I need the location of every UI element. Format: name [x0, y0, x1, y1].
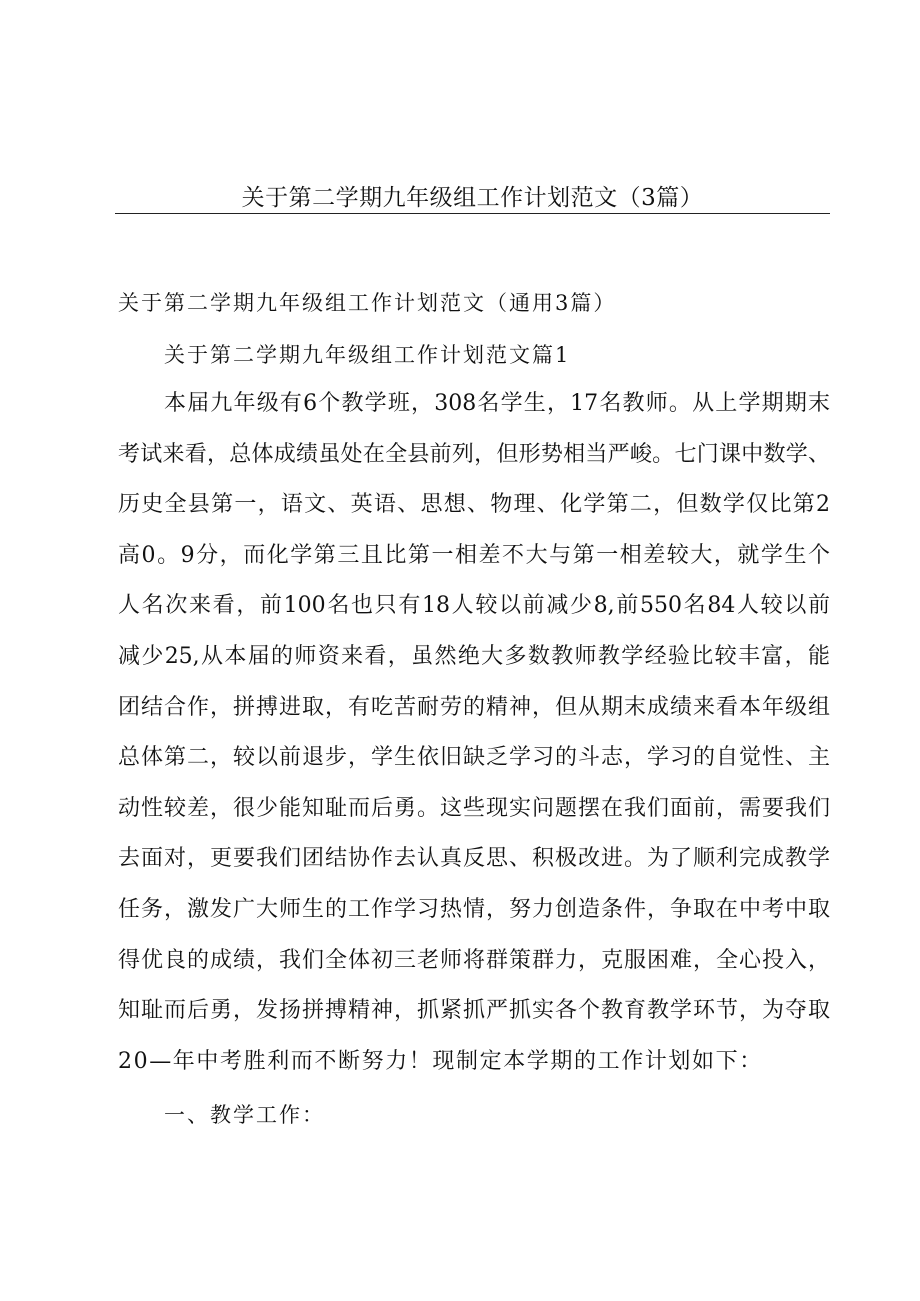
body-line: 去面对，更要我们团结协作去认真反思、积极改进。为了顺利完成教学 — [118, 846, 830, 872]
sub-heading-teaching-work: 一、教学工作： — [164, 1103, 325, 1127]
body-line: 20—年中考胜利而不断努力！现制定本学期的工作计划如下： — [118, 1048, 763, 1074]
body-line: 减少25,从本届的师资来看，虽然绝大多数教师教学经验比较丰富，能 — [118, 643, 830, 669]
body-line: 知耻而后勇，发扬拼搏精神，抓紧抓严抓实各个教育教学环节，为夺取 — [118, 998, 830, 1024]
body-line: 历史全县第一，语文、英语、思想、物理、化学第二，但数学仅比第2 — [118, 492, 830, 518]
body-paragraph — [118, 388, 830, 1096]
document-title: 关于第二学期九年级组工作计划范文（3篇） — [241, 185, 704, 211]
body-line: 任务，激发广大师生的工作学习热情，努力创造条件，争取在中考中取 — [118, 896, 830, 922]
body-line: 动性较差，很少能知耻而后勇。这些现实问题摆在我们面前，需要我们 — [118, 795, 830, 821]
body-line: 考试来看，总体成绩虽处在全县前列，但形势相当严峻。七门课中数学、 — [118, 441, 830, 467]
section-heading: 关于第二学期九年级组工作计划范文篇1 — [164, 343, 571, 367]
title-underline — [115, 213, 830, 214]
body-line: 人名次来看，前100名也只有18人较以前减少8,前550名84人较以前 — [118, 593, 830, 619]
body-line: 总体第二，较以前退步，学生依旧缺乏学习的斗志，学习的自觉性、主 — [118, 745, 830, 771]
body-line: 高0。9分，而化学第三且比第一相差不大与第一相差较大，就学生个 — [118, 542, 830, 568]
body-line: 得优良的成绩，我们全体初三老师将群策群力，克服困难，全心投入， — [118, 947, 830, 973]
body-line: 团结合作，拼搏进取，有吃苦耐劳的精神，但从期末成绩来看本年级组 — [118, 694, 830, 720]
body-line: 本届九年级有6个教学班，308名学生，17名教师。从上学期期末 — [164, 391, 830, 416]
document-subtitle: 关于第二学期九年级组工作计划范文（通用3篇） — [118, 291, 617, 315]
